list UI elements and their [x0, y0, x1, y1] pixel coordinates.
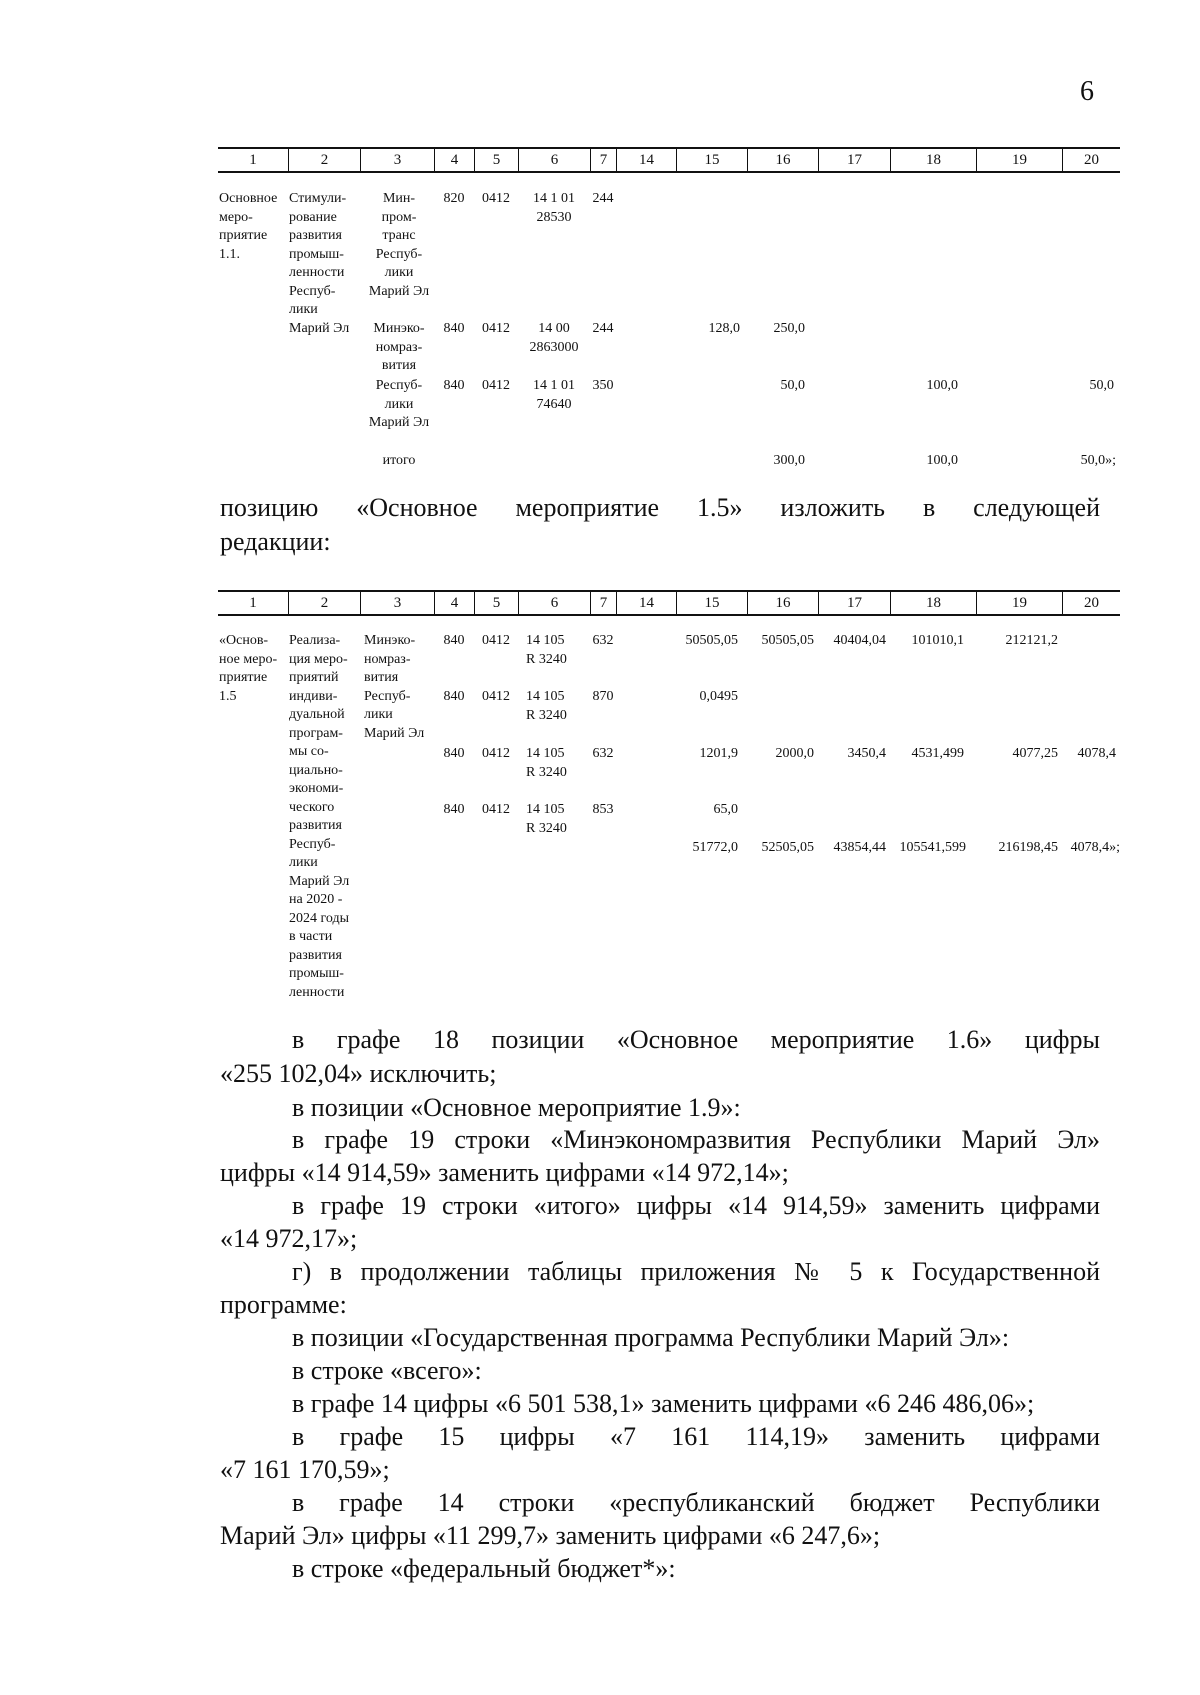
table-1-col3-text: Минэко- [373, 321, 425, 336]
table-1-total-col20: 50,0»; [1080, 453, 1116, 468]
table-2-header-col-16: 16 [747, 592, 818, 614]
table-1-cell-col6: 2863000 [529, 339, 579, 355]
table-2-col1-text: приятие [219, 670, 268, 685]
table-2-col2-text: Респуб- [289, 836, 336, 852]
table-2-cell-col7: 870 [592, 689, 614, 704]
table-1-header [218, 147, 1120, 173]
table-1-col3-text: транс [382, 228, 416, 243]
table-1-cell-col4: 840 [443, 378, 465, 393]
table-2-col2-text: индиви- [289, 688, 338, 704]
table-2-col2-text: циально- [289, 762, 343, 778]
table-2-col2-text: приятий [289, 670, 339, 685]
table-2-total-col15: 51772,0 [692, 840, 738, 855]
table-2-col2-text: в части [289, 929, 333, 944]
table-1-cell-col20: 50,0 [1089, 378, 1114, 393]
table-1-col2-text: рование [289, 209, 337, 225]
table-1-header-col-20: 20 [1062, 149, 1120, 171]
table-2-col2-text: развития [289, 818, 342, 833]
body-line: в позиции «Государственная программа Республики Марий Эл»: [292, 1323, 1010, 1352]
table-1-col3-text: номраз- [375, 339, 423, 355]
table-2-cell-col17: 3450,4 [847, 746, 886, 761]
table-2-header-col-7: 7 [590, 592, 616, 614]
table-1-cell-col6: 14 00 [538, 321, 570, 336]
body-line: в графе 15 цифры «7 161 114,19» заменить цифрами [292, 1422, 1100, 1451]
table-2-col2-text: ция меро- [289, 651, 348, 667]
table-1-header-col-16: 16 [747, 149, 818, 171]
table-1-col1-text: меро- [219, 209, 253, 225]
table-1-cell-col6: 14 1 01 [533, 191, 575, 206]
body-line: в строке «всего»: [292, 1356, 482, 1385]
table-1-cell-col6: 74640 [536, 396, 572, 412]
table-1-col3-text: Респуб- [375, 246, 423, 262]
table-2-total-col20: 4078,4»; [1070, 840, 1120, 855]
table-1-col2-text: лики [289, 302, 318, 317]
table-1-cell-col16: 50,0 [780, 378, 805, 393]
table-1-header-col-6: 6 [518, 149, 590, 171]
table-2-col2-text: промыш- [289, 966, 344, 981]
table-2-col3-text: Минэко- [364, 633, 416, 648]
table-2-cell-col6: R 3240 [526, 651, 567, 667]
table-2-cell-col4: 840 [443, 689, 465, 704]
table-1-col3-text: Респуб- [375, 378, 423, 393]
table-2-cell-col7: 853 [592, 802, 614, 817]
table-1-col2-text: развития [289, 228, 342, 243]
table-1-col2-text: Марий Эл [289, 320, 350, 336]
table-2-col3-text: номраз- [364, 651, 411, 667]
body-line: в графе 14 строки «республиканский бюджет Республики [292, 1488, 1100, 1517]
table-2-total-col18: 105541,599 [899, 840, 966, 855]
table-2-col2-text: ленности [289, 984, 345, 1000]
table-2-col2-text: лики [289, 855, 318, 870]
table-2-cell-col4: 840 [443, 633, 465, 648]
body-line: в графе 14 цифры «6 501 538,1» заменить цифрами «6 246 486,06»; [292, 1389, 1035, 1418]
paragraph-1-line-2: редакции: [220, 527, 331, 556]
table-2-col2-text: развития [289, 947, 342, 963]
table-2-cell-col15: 1201,9 [699, 746, 738, 761]
table-2-cell-col18: 4531,499 [911, 746, 964, 761]
table-1-cell-col5: 0412 [482, 191, 510, 206]
table-2-col2-text: на 2020 - [289, 892, 343, 907]
table-2-cell-col6: 14 105 [526, 689, 565, 704]
table-1-col3-text: вития [381, 358, 417, 373]
table-1-header-col-1: 1 [249, 152, 257, 168]
table-2-cell-col6: 14 105 [526, 633, 565, 648]
table-2-col3-text: Респуб- [364, 688, 411, 704]
table-2-cell-col15: 65,0 [713, 802, 738, 817]
table-2-header-col-19: 19 [976, 592, 1062, 614]
table-2-cell-col16: 2000,0 [775, 746, 814, 761]
page-number: 6 [1080, 76, 1094, 107]
table-2-col1-text: «Основ- [219, 633, 269, 648]
table-2-cell-col6: R 3240 [526, 764, 567, 780]
table-2-header-col-3: 3 [360, 592, 434, 614]
table-2-cell-col5: 0412 [482, 633, 510, 648]
table-1-col3-text: лики [384, 265, 414, 280]
paragraph-1-line-1: позицию «Основное мероприятие 1.5» изложить в следующей [220, 493, 1100, 522]
table-1-cell-col4: 840 [443, 321, 465, 336]
table-2-cell-col20: 4078,4 [1077, 746, 1116, 761]
table-1-cell-col7: 244 [592, 191, 614, 206]
table-1-header-col-4: 4 [434, 149, 474, 171]
table-2-cell-col7: 632 [592, 633, 614, 648]
table-2-header-col-1: 1 [249, 595, 257, 611]
table-2-col2-text: экономи- [289, 781, 344, 796]
table-1-header-col-15: 15 [676, 149, 747, 171]
table-2-cell-col6: R 3240 [526, 820, 567, 836]
table-1-col1-text: приятие [219, 228, 268, 243]
table-1-col2-text: ленности [289, 265, 345, 280]
table-2-header-col-14: 14 [616, 592, 676, 614]
table-2-header-col-15: 15 [676, 592, 747, 614]
table-1-col3-text: Марий Эл [368, 283, 430, 299]
body-line: в графе 19 строки «Минэкономразвития Республики Марий Эл» [292, 1125, 1100, 1154]
table-2-total-col19: 216198,45 [998, 840, 1058, 855]
body-line: г) в продолжении таблицы приложения № 5 к Государственной [292, 1257, 1100, 1286]
table-2-cell-col15: 50505,05 [685, 633, 738, 648]
table-2-col2-text: Реализа- [289, 633, 341, 648]
table-2-cell-col17: 40404,04 [833, 633, 886, 648]
table-1-col3-text: Марий Эл [368, 415, 430, 430]
table-2-col3-text: вития [364, 670, 399, 685]
table-2-header-col-4: 4 [434, 592, 474, 614]
table-2-header-col-6: 6 [518, 592, 590, 614]
table-2-header-col-17: 17 [818, 592, 890, 614]
table-1-col2-text: Респуб- [289, 283, 336, 299]
table-2-header-col-5: 5 [474, 592, 518, 614]
body-line: «14 972,17»; [220, 1224, 358, 1253]
table-2-header [218, 590, 1120, 616]
table-2-cell-col4: 840 [443, 746, 465, 761]
table-1-cell-col15: 128,0 [708, 321, 740, 336]
table-1-cell-col6: 28530 [536, 209, 572, 225]
table-1-col3-text: Мин- [382, 191, 416, 206]
table-2-header-col-20: 20 [1062, 592, 1120, 614]
table-2-cell-col6: 14 105 [526, 746, 565, 761]
table-2-col3-text: лики [364, 707, 393, 722]
table-2-col2-text: Марий Эл [289, 873, 350, 889]
table-1-cell-col6: 14 1 01 [533, 378, 575, 393]
table-2-col2-text: 2024 годы [289, 910, 350, 926]
table-2-col3-text: Марий Эл [364, 725, 425, 741]
table-1-total-col18: 100,0 [926, 453, 958, 468]
body-line: цифры «14 914,59» заменить цифрами «14 972,14»; [220, 1158, 789, 1187]
table-1-col2-text: промыш- [289, 246, 344, 262]
table-2-header-col-18: 18 [890, 592, 976, 614]
table-2-total-col16: 52505,05 [761, 840, 814, 855]
table-2-cell-col5: 0412 [482, 802, 510, 817]
table-2-cell-col16: 50505,05 [761, 633, 814, 648]
table-2-cell-col18: 101010,1 [911, 633, 964, 648]
table-1-col3-text: лики [384, 396, 414, 412]
table-2-col1-text: ное меро- [219, 651, 278, 667]
table-2-cell-col6: R 3240 [526, 707, 567, 723]
table-1-cell-col5: 0412 [482, 321, 510, 336]
table-1-header-col-5: 5 [474, 149, 518, 171]
table-1-cell-col5: 0412 [482, 378, 510, 393]
table-2-cell-col15: 0,0495 [699, 689, 738, 704]
body-line: в графе 19 строки «итого» цифры «14 914,59» заменить цифрами [292, 1191, 1100, 1220]
table-2-cell-col19: 212121,2 [1005, 633, 1058, 648]
body-line: «7 161 170,59»; [220, 1455, 390, 1484]
table-1-total-label: итого [382, 453, 416, 468]
table-2-col2-text: мы со- [289, 744, 329, 759]
table-1-header-col-17: 17 [818, 149, 890, 171]
table-1-col1-text: Основное [219, 191, 278, 206]
table-2-cell-col19: 4077,25 [1012, 746, 1058, 761]
table-2-cell-col4: 840 [443, 802, 465, 817]
table-2-cell-col7: 632 [592, 746, 614, 761]
table-1-header-col-2: 2 [288, 149, 360, 171]
table-2-cell-col5: 0412 [482, 689, 510, 704]
table-1-header-col-19: 19 [976, 149, 1062, 171]
body-line: «255 102,04» исключить; [220, 1059, 497, 1088]
table-1-cell-col16: 250,0 [773, 321, 805, 336]
body-line: Марий Эл» цифры «11 299,7» заменить цифрами «6 247,6»; [220, 1521, 881, 1550]
table-2-total-col17: 43854,44 [833, 840, 886, 855]
table-1-cell-col4: 820 [443, 191, 465, 206]
table-1-col1-text: 1.1. [219, 246, 240, 262]
table-1-total-col16: 300,0 [773, 453, 805, 468]
body-line: в строке «федеральный бюджет*»: [292, 1554, 676, 1583]
table-2-col2-text: дуальной [289, 707, 345, 722]
table-1-cell-col7: 244 [592, 321, 614, 336]
table-1-cell-col18: 100,0 [926, 378, 958, 393]
table-1-col2-text: Стимули- [289, 191, 347, 206]
table-2-cell-col6: 14 105 [526, 802, 565, 817]
table-2-header-col-2: 2 [288, 592, 360, 614]
table-1-header-col-18: 18 [890, 149, 976, 171]
table-1-col3-text: пром- [381, 209, 417, 225]
table-2-col2-text: ческого [289, 799, 335, 815]
table-1-header-col-7: 7 [590, 149, 616, 171]
body-line: в позиции «Основное мероприятие 1.9»: [292, 1093, 741, 1122]
table-2-col1-text: 1.5 [219, 688, 237, 704]
table-1-header-col-14: 14 [616, 149, 676, 171]
body-line: программе: [220, 1290, 347, 1319]
body-line: в графе 18 позиции «Основное мероприятие 1.6» цифры [292, 1025, 1100, 1054]
table-2-cell-col5: 0412 [482, 746, 510, 761]
table-1-cell-col7: 350 [592, 378, 614, 393]
table-1-header-col-3: 3 [360, 149, 434, 171]
table-2-col2-text: програм- [289, 725, 343, 741]
